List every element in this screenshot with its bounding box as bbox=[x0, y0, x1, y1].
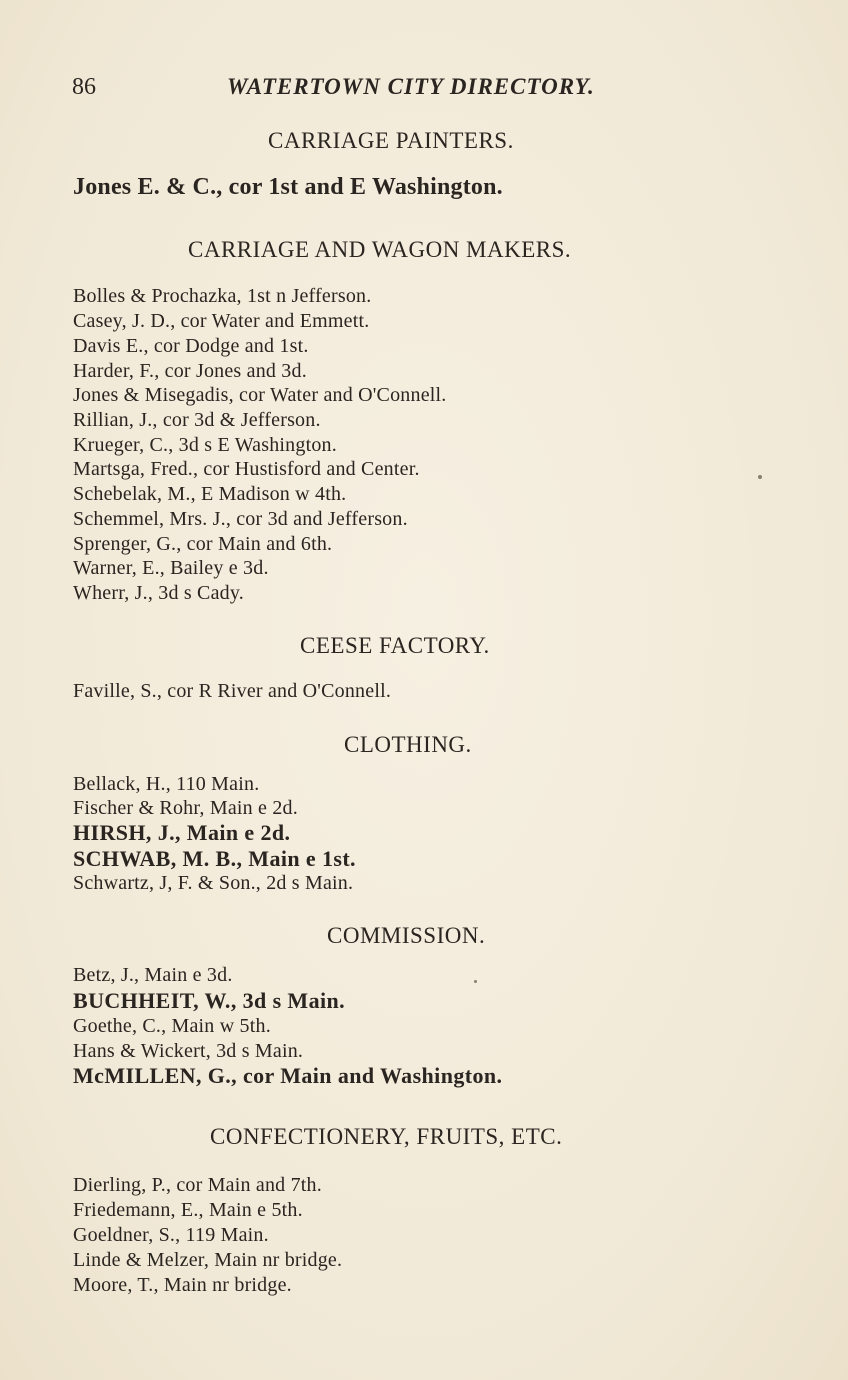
paper-speck bbox=[758, 475, 762, 479]
listing-entry: Linde & Melzer, Main nr bridge. bbox=[73, 1249, 343, 1271]
paper-speck bbox=[474, 980, 477, 983]
listing-entry: Fischer & Rohr, Main e 2d. bbox=[73, 797, 298, 819]
listing-entry: Goeldner, S., 119 Main. bbox=[73, 1224, 269, 1246]
listing-entry: Warner, E., Bailey e 3d. bbox=[73, 557, 269, 579]
listing-entry: Sprenger, G., cor Main and 6th. bbox=[73, 533, 333, 555]
listing-entry: Schemmel, Mrs. J., cor 3d and Jefferson. bbox=[73, 508, 408, 530]
section-heading-clothing: CLOTHING. bbox=[344, 732, 472, 757]
listing-entry: McMILLEN, G., cor Main and Washington. bbox=[73, 1063, 503, 1088]
listing-entry: Faville, S., cor R River and O'Connell. bbox=[73, 680, 392, 702]
section-heading-commission: COMMISSION. bbox=[327, 923, 486, 948]
running-title: WATERTOWN CITY DIRECTORY. bbox=[227, 74, 595, 99]
listing-entry: Jones E. & C., cor 1st and E Washington. bbox=[73, 174, 503, 200]
listing-entry: Martsga, Fred., cor Hustisford and Center. bbox=[73, 458, 420, 480]
listing-entry: Bolles & Prochazka, 1st n Jefferson. bbox=[73, 285, 372, 307]
listing-entry: Harder, F., cor Jones and 3d. bbox=[73, 360, 307, 382]
listing-entry: SCHWAB, M. B., Main e 1st. bbox=[73, 846, 356, 871]
listing-entry: Goethe, C., Main w 5th. bbox=[73, 1015, 271, 1037]
listing-entry: Moore, T., Main nr bridge. bbox=[73, 1274, 292, 1296]
listing-entry: Friedemann, E., Main e 5th. bbox=[73, 1199, 303, 1221]
listing-entry: Casey, J. D., cor Water and Emmett. bbox=[73, 310, 370, 332]
listing-entry: Wherr, J., 3d s Cady. bbox=[73, 582, 244, 604]
running-head bbox=[72, 74, 632, 108]
listing-entry: Krueger, C., 3d s E Washington. bbox=[73, 434, 337, 456]
section-heading-carriage-wagon-makers: CARRIAGE AND WAGON MAKERS. bbox=[188, 237, 572, 262]
listing-entry: Rillian, J., cor 3d & Jefferson. bbox=[73, 409, 321, 431]
section-heading-cheese-factory: CEESE FACTORY. bbox=[300, 633, 490, 658]
listing-entry: Davis E., cor Dodge and 1st. bbox=[73, 335, 309, 357]
listing-entry: BUCHHEIT, W., 3d s Main. bbox=[73, 988, 346, 1013]
page-number: 86 bbox=[72, 74, 96, 100]
listing-entry: Schwartz, J, F. & Son., 2d s Main. bbox=[73, 872, 354, 894]
listing-entry: HIRSH, J., Main e 2d. bbox=[73, 820, 291, 845]
listing-entry: Dierling, P., cor Main and 7th. bbox=[73, 1174, 322, 1196]
listing-entry: Hans & Wickert, 3d s Main. bbox=[73, 1040, 304, 1062]
section-heading-confectionery: CONFECTIONERY, FRUITS, ETC. bbox=[210, 1124, 563, 1149]
listing-entry: Betz, J., Main e 3d. bbox=[73, 964, 233, 986]
section-heading-carriage-painters: CARRIAGE PAINTERS. bbox=[268, 128, 514, 153]
listing-entry: Bellack, H., 110 Main. bbox=[73, 773, 260, 795]
listing-entry: Schebelak, M., E Madison w 4th. bbox=[73, 483, 347, 505]
listing-entry: Jones & Misegadis, cor Water and O'Connell. bbox=[73, 384, 447, 406]
